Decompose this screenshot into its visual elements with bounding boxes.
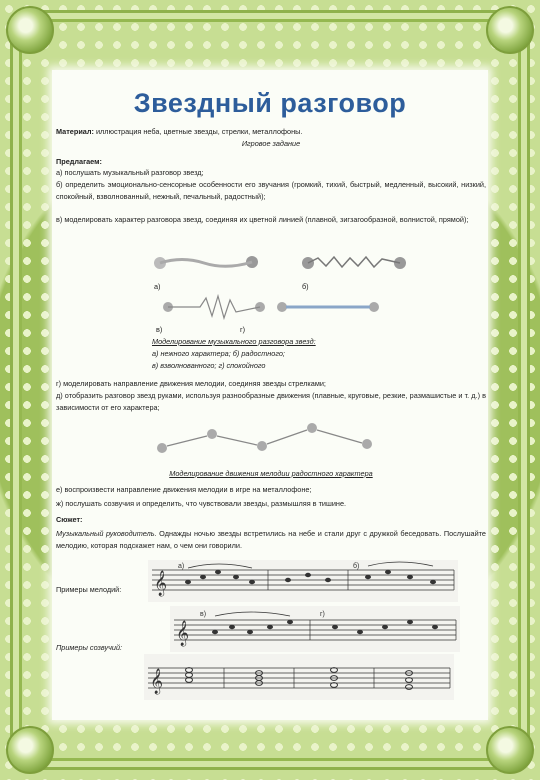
caption1-title: Моделирование музыкального разговора звезд: xyxy=(152,337,316,346)
plot-text: Музыкальный руководитель. Однажды ночью звезды встретились на небе и стали друг с дружкой беседовать. Послушайте мелодию, которая подскажет нам, о чем они говорили. xyxy=(56,529,486,550)
propose-heading: Предлагаем: xyxy=(56,157,102,166)
melody-mark-g: г) xyxy=(320,611,325,618)
figure-label-g: г) xyxy=(240,325,246,334)
svg-text:𝄞: 𝄞 xyxy=(150,669,164,694)
melody-mark-v: в) xyxy=(200,611,207,618)
chords-staff xyxy=(144,654,454,700)
melody-label: Примеры мелодий: xyxy=(56,585,122,594)
svg-text:𝄞: 𝄞 xyxy=(154,571,168,596)
svg-text:𝄞: 𝄞 xyxy=(176,621,190,646)
item-g: г) моделировать направление движения мелодии, соединяя звезды стрелками; xyxy=(56,379,326,388)
frame-corner-ornament xyxy=(486,6,534,54)
item-zh: ж) послушать созвучия и определить, что чувствовали звезды, размышляя в тишине. xyxy=(56,499,347,508)
item-a: а) послушать музыкальный разговор звезд; xyxy=(56,168,204,177)
melody-staff-1 xyxy=(148,560,458,602)
item-c: в) моделировать характер разговора звезд, соединяя их цветной линией (плавной, зигзагообразной, волнистой, прямой); xyxy=(56,215,469,224)
melody-mark-a: а) xyxy=(178,563,185,570)
frame-corner-ornament xyxy=(486,726,534,774)
star-line-wavy-figure xyxy=(160,292,270,322)
caption1-line2: в) взволнованного; г) спокойного xyxy=(152,361,266,370)
game-task-heading: Игровое задание xyxy=(241,139,301,148)
melody-arrows-figure xyxy=(152,416,382,466)
melody-mark-b: б) xyxy=(353,563,360,570)
caption1-line1: а) нежного характера; б) радостного; xyxy=(152,349,285,358)
caption2: Моделирование движения мелодии радостного характера xyxy=(169,469,373,478)
figure-label-b: б) xyxy=(302,282,309,291)
item-e: е) воспроизвести направление движения мелодии в игре на металлофоне; xyxy=(56,485,312,494)
frame-corner-ornament xyxy=(6,6,54,54)
frame-corner-ornament xyxy=(6,726,54,774)
material-line: Материал: иллюстрация неба, цветные звезды, стрелки, металлофоны. xyxy=(56,127,303,136)
chords-label: Примеры созвучий: xyxy=(56,643,123,652)
star-line-zigzag-figure xyxy=(300,248,410,278)
figure-label-v: в) xyxy=(156,325,163,334)
document-page xyxy=(52,70,488,720)
figure-label-a: а) xyxy=(154,282,161,291)
page-title: Звездный разговор xyxy=(133,88,407,118)
plot-heading: Сюжет: xyxy=(56,515,83,524)
star-line-straight-figure xyxy=(274,292,384,322)
item-d: д) отобразить разговор звезд руками, используя разнообразные движения (плавные, круговые, резкие, размашистые и т. д.) в зависимости от его характера; xyxy=(56,391,486,412)
melody-staff-2 xyxy=(170,606,460,652)
star-line-smooth-figure xyxy=(152,248,262,278)
item-b: б) определить эмоционально-сенсорные особенности его звучания (громкий, тихий, быстрый, медленный, высокий, низкий, спокойный, взволнованный, нежный, печальный, радостный); xyxy=(56,180,486,201)
